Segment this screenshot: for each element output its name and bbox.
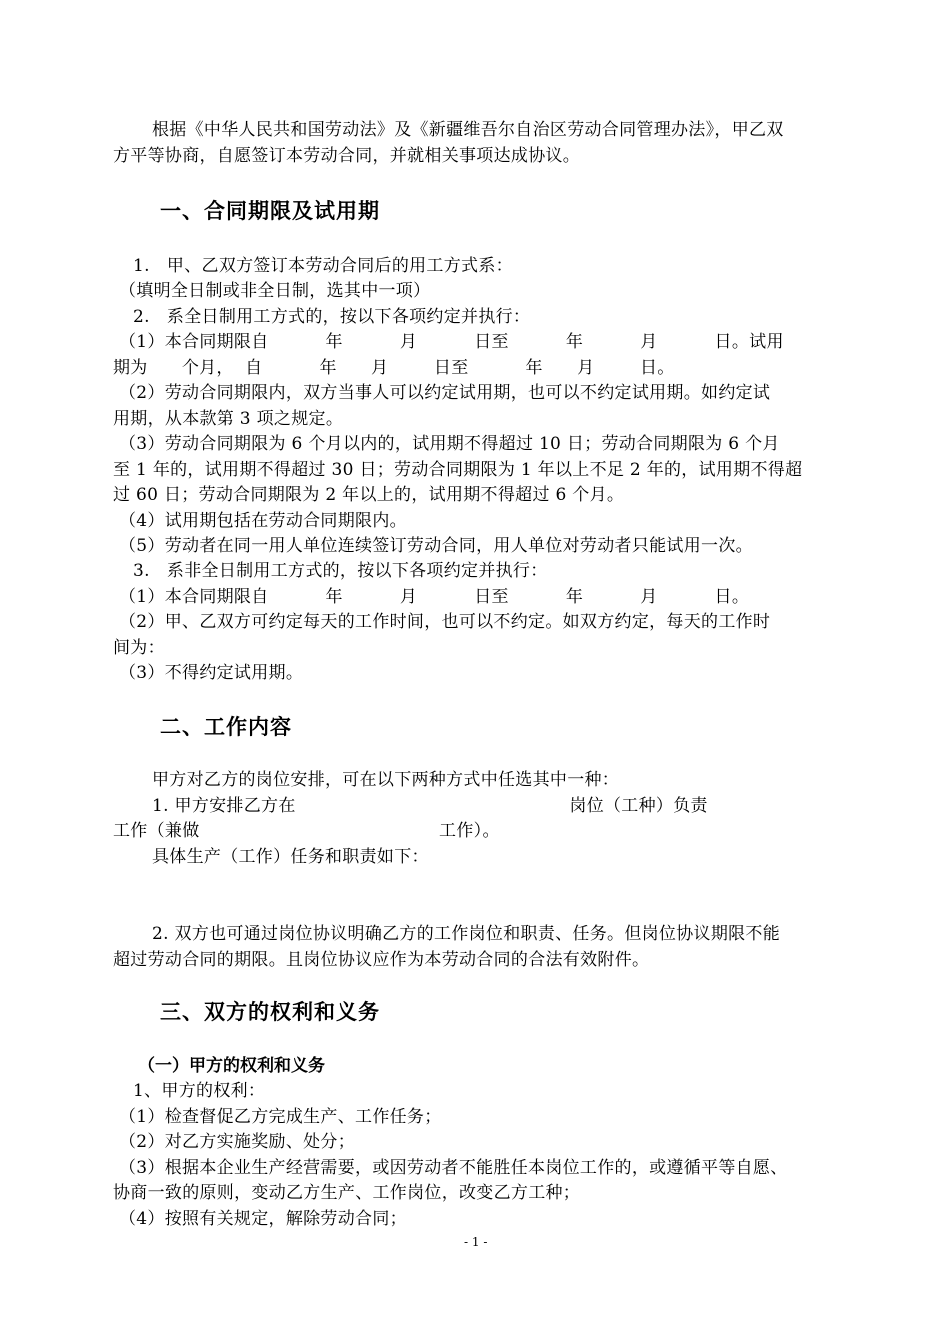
s3-line: （4）按照有关规定，解除劳动合同； xyxy=(119,1209,407,1229)
s1-line: （3）不得约定试用期。 xyxy=(119,663,304,683)
s3-line: （1）检查督促乙方完成生产、工作任务； xyxy=(119,1107,442,1127)
s2-line: 甲方对乙方的岗位安排，可在以下两种方式中任选其中一种： xyxy=(152,770,620,790)
page-number: - 1 - xyxy=(464,1235,488,1249)
s1-line: （5）劳动者在同一用人单位连续签订劳动合同，用人单位对劳动者只能试用一次。 xyxy=(119,536,753,556)
s3-line: （3）根据本企业生产经营需要，或因劳动者不能胜任本岗位工作的，或遵循平等自愿、 xyxy=(119,1158,788,1178)
s1-line: （2）甲、乙双方可约定每天的工作时间，也可以不约定。如双方约定，每天的工作时 xyxy=(119,612,771,632)
s1-line: 期为 个月， 自 年 月 日至 年 月 日。 xyxy=(113,358,675,378)
s1-line: （填明全日制或非全日制，选其中一项） xyxy=(119,281,431,301)
s2-line: 2. 双方也可通过岗位协议明确乙方的工作岗位和职责、任务。但岗位协议期限不能 xyxy=(152,924,781,944)
s2-line: 1. 甲方安排乙方在 岗位（工种）负责 xyxy=(152,796,708,816)
intro-line-2: 方平等协商，自愿签订本劳动合同，并就相关事项达成协议。 xyxy=(113,146,581,166)
section-1-heading: 一、合同期限及试用期 xyxy=(160,199,380,223)
s2-line: 工作（兼做 工作）。 xyxy=(113,821,500,841)
section-3-subheading: （一）甲方的权利和义务 xyxy=(138,1056,325,1076)
s1-line: 过 60 日；劳动合同期限为 2 年以上的，试用期不得超过 6 个月。 xyxy=(113,485,625,505)
s2-line: 超过劳动合同的期限。且岗位协议应作为本劳动合同的合法有效附件。 xyxy=(113,950,650,970)
s1-line: 3. 系非全日制用工方式的，按以下各项约定并执行： xyxy=(133,561,548,581)
section-3-heading: 三、双方的权利和义务 xyxy=(160,1000,380,1024)
s1-line: （1）本合同期限自 年 月 日至 年 月 日。试用 xyxy=(119,332,784,352)
s1-line: 2. 系全日制用工方式的，按以下各项约定并执行： xyxy=(133,307,531,327)
s1-line: （4）试用期包括在劳动合同期限内。 xyxy=(119,511,407,531)
s3-line: 协商一致的原则，变动乙方生产、工作岗位，改变乙方工种； xyxy=(113,1183,581,1203)
section-2-heading: 二、工作内容 xyxy=(160,715,292,739)
s2-line: 具体生产（工作）任务和职责如下： xyxy=(152,847,429,867)
s1-line: （2）劳动合同期限内，双方当事人可以约定试用期，也可以不约定试用期。如约定试 xyxy=(119,383,771,403)
s3-line: 1、甲方的权利： xyxy=(133,1081,266,1101)
s1-line: 1. 甲、乙双方签订本劳动合同后的用工方式系： xyxy=(133,256,513,276)
s1-line: 用期，从本款第 3 项之规定。 xyxy=(113,409,344,429)
s1-line: （1）本合同期限自 年 月 日至 年 月 日。 xyxy=(119,587,750,607)
s1-line: 间为： xyxy=(113,638,165,658)
s3-line: （2）对乙方实施奖励、处分； xyxy=(119,1132,356,1152)
s1-line: 至 1 年的，试用期不得超过 30 日；劳动合同期限为 1 年以上不足 2 年的，试用期不得超 xyxy=(113,460,803,480)
intro-line-1: 根据《中华人民共和国劳动法》及《新疆维吾尔自治区劳动合同管理办法》，甲乙双 xyxy=(152,120,784,140)
s1-line: （3）劳动合同期限为 6 个月以内的，试用期不得超过 10 日；劳动合同期限为 6 个月 xyxy=(119,434,780,454)
